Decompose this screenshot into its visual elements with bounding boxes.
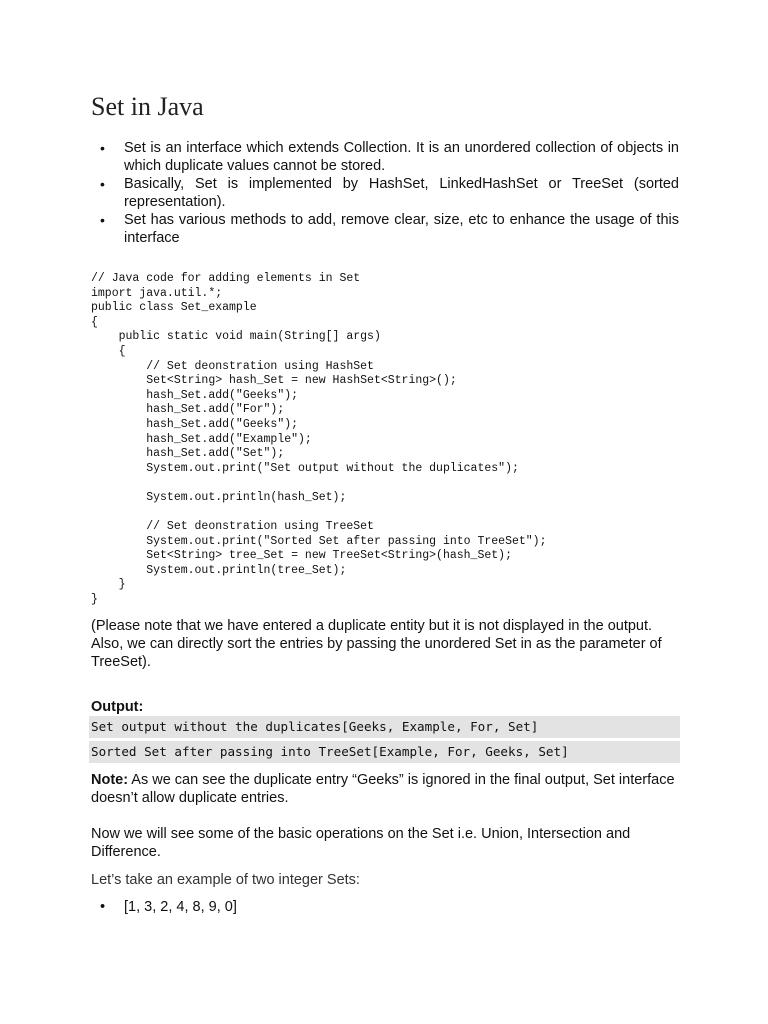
operations-intro-paragraph: Now we will see some of the basic operations on the Set i.e. Union, Intersection and Difference. bbox=[91, 826, 631, 860]
bullet-item: • Set is an interface which extends Collection. It is an unordered collection of objects in which duplicate values cannot be stored. bbox=[91, 139, 679, 175]
output-line: Set output without the duplicates[Geeks, Example, For, Set] bbox=[89, 716, 680, 738]
intro-bullet-list bbox=[91, 139, 679, 247]
output-heading: Output: bbox=[91, 699, 144, 715]
duplicate-note-paragraph: (Please note that we have entered a duplicate entity but it is not displayed in the output. Also, we can directly sort the entries by passing the unordered Set in as the parameter of TreeSet). bbox=[91, 618, 662, 670]
output-line: Sorted Set after passing into TreeSet[Example, For, Geeks, Set] bbox=[89, 741, 680, 763]
note-text: As we can see the duplicate entry “Geeks” is ignored in the final output, Set interface doesn’t allow duplicate entries. bbox=[91, 772, 675, 806]
set-example-list bbox=[91, 898, 237, 916]
bullet-item: • Set has various methods to add, remove clear, size, etc to enhance the usage of this interface bbox=[91, 211, 679, 247]
java-code-block: // Java code for adding elements in Set import java.util.*; public class Set_example { public static void main(String[] args) { // Set deonstration using HashSet Set<String> hash_Set = new HashSet<String>(); hash_Set.add("Geeks"); hash_Set.add("For"); hash_Set.add("Geeks"); hash_Set.add("Example"); hash_Set.add("Set"); System.out.print("Set output without the duplicates"); System.out.println(hash_Set); // Set deonstration using TreeSet System.out.print("Sorted Set after passing into TreeSet"); Set<String> tree_Set = new TreeSet<String>(hash_Set); System.out.println(tree_Set); } } bbox=[91, 272, 547, 607]
example-intro-paragraph: Let’s take an example of two integer Sets: bbox=[91, 872, 360, 888]
bullet-item: • Basically, Set is implemented by HashSet, LinkedHashSet or TreeSet (sorted representation). bbox=[91, 175, 679, 211]
note-paragraph bbox=[91, 771, 681, 807]
set-example-item: • [1, 3, 2, 4, 8, 9, 0] bbox=[91, 898, 237, 916]
note-label: Note: bbox=[91, 772, 129, 788]
page-title: Set in Java bbox=[91, 92, 204, 121]
